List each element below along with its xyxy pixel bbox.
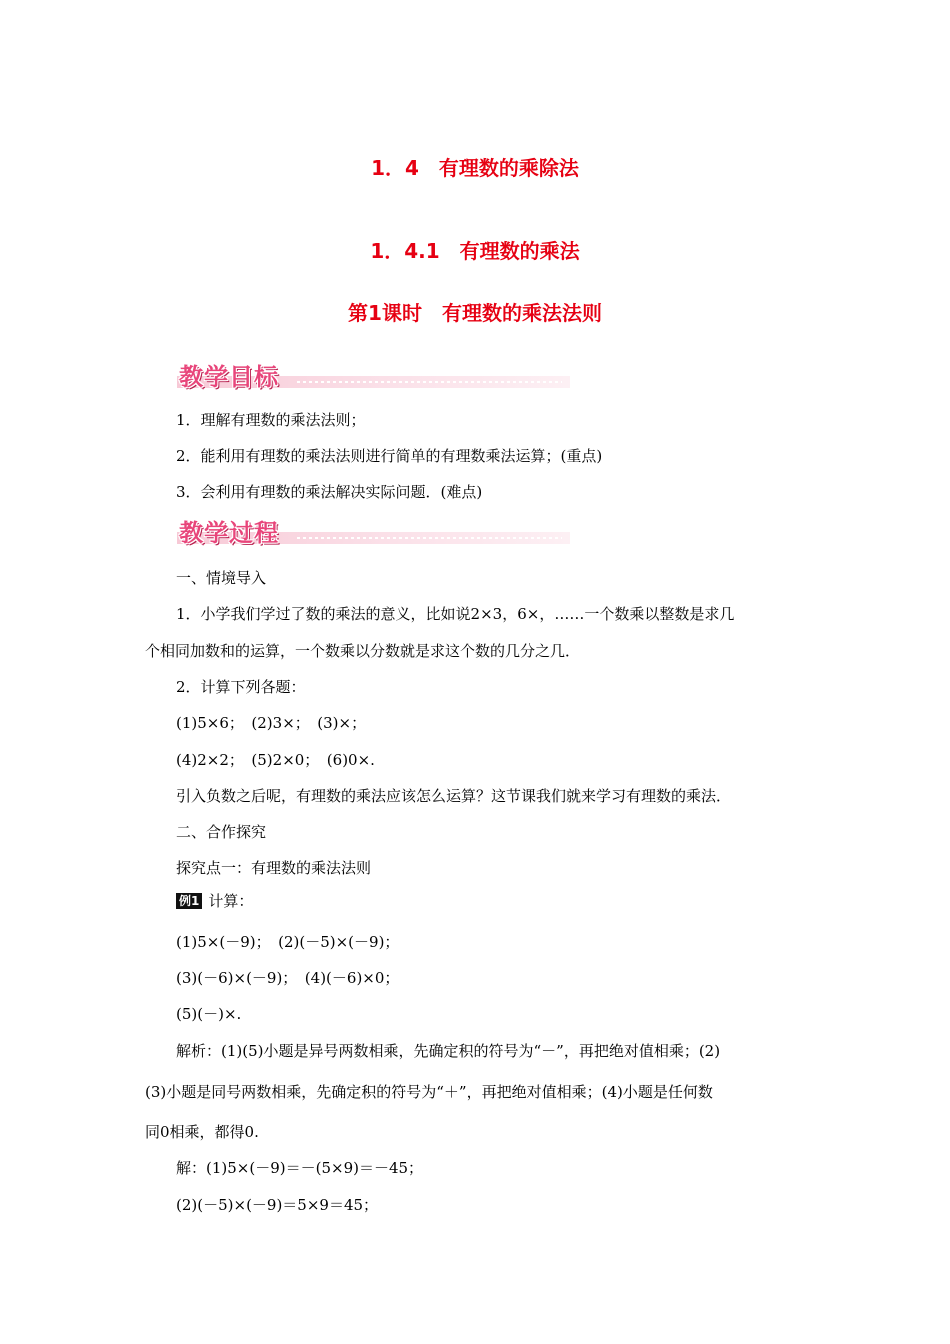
lesson-title: 第1课时 有理数的乘法法则 [348,301,602,325]
section-title: 1．4.1 有理数的乘法 [370,239,580,263]
example-row: (5)(－)×. [176,1005,242,1023]
solution-line: 解：(1)5×(－9)＝－(5×9)＝－45； [176,1159,424,1177]
example-text: 计算： [208,892,254,910]
solution-line: (2)(－5)×(－9)＝5×9＝45； [176,1196,379,1214]
goals-banner [175,357,570,399]
example-line [176,891,253,911]
exercise-row: (1)5×6； (2)3×； (3)×； [176,714,367,732]
analysis-line: (3)小题是同号两数相乘，先确定积的符号为“＋”，再把绝对值相乘；(4)小题是任何数 [145,1083,713,1101]
paragraph-line: 引入负数之后呢，有理数的乘法应该怎么运算？这节课我们就来学习有理数的乘法． [176,787,732,805]
inquiry-point: 探究点一：有理数的乘法法则 [176,859,372,877]
paragraph-line: 个相同加数和的运算，一个数乘以分数就是求这个数的几分之几． [145,642,581,660]
exercise-row: (4)2×2； (5)2×0； (6)0×. [176,751,375,769]
example-row: (3)(－6)×(－9)； (4)(－6)×0； [176,969,400,987]
goal-item: 2．能利用有理数的乘法法则进行简单的有理数乘法运算；(重点) [176,447,603,465]
part2-heading: 二、合作探究 [176,823,267,841]
goal-item: 3．会利用有理数的乘法解决实际问题．(难点) [176,483,483,501]
main-title: 1．4 有理数的乘除法 [371,156,579,180]
example-badge: 例1 [176,893,202,909]
part1-heading: 一、情境导入 [176,569,267,587]
analysis-line: 解析：(1)(5)小题是异号两数相乘，先确定积的符号为“－”，再把绝对值相乘；(2) [176,1042,721,1060]
process-banner [175,513,570,555]
paragraph-line: 1．小学我们学过了数的乘法的意义，比如说2×3，6×，……一个数乘以整数是求几 [176,605,735,623]
analysis-line: 同0相乘，都得0. [145,1123,259,1141]
example-row: (1)5×(－9)； (2)(－5)×(－9)； [176,933,400,951]
goals-banner-label: 教学目标 [179,363,279,391]
goal-item: 1．理解有理数的乘法法则； [176,411,366,429]
process-banner-label: 教学过程 [179,519,279,547]
paragraph-line: 2．计算下列各题： [176,678,306,696]
